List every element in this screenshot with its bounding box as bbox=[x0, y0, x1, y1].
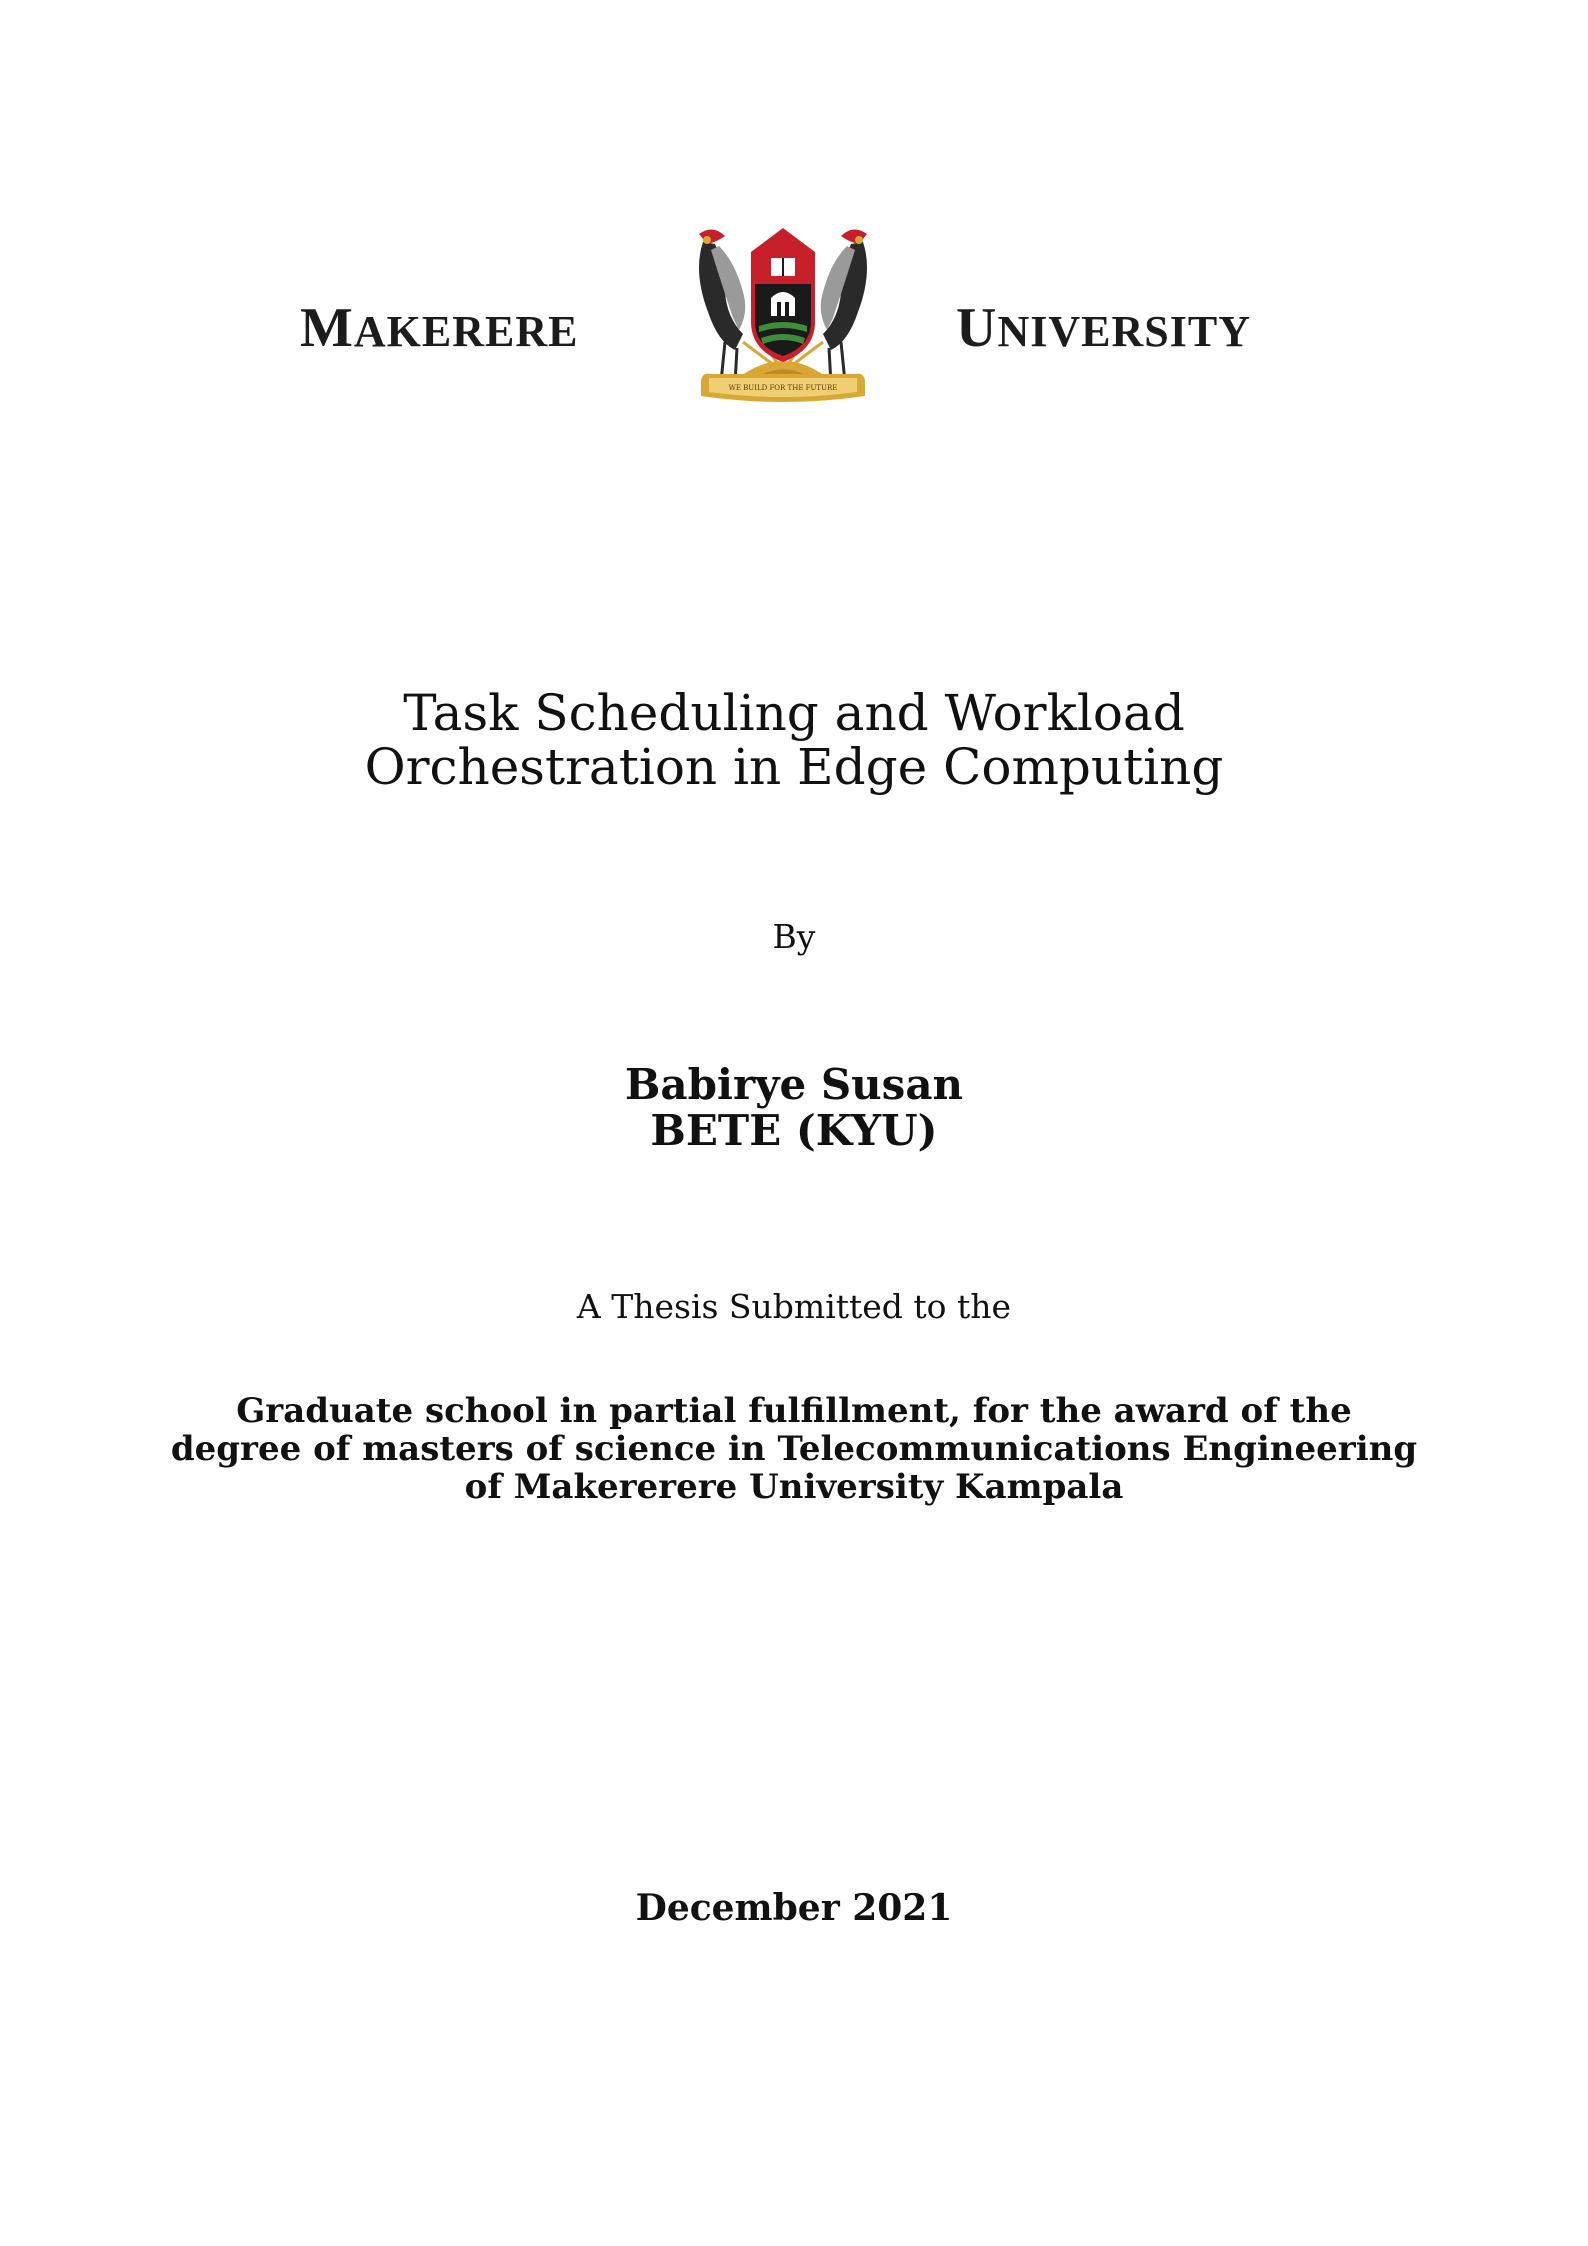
author-degree: BETE (KYU) bbox=[650, 1106, 938, 1155]
submitted-label: A Thesis Submitted to the bbox=[576, 1287, 1012, 1326]
crest-motto-text: WE BUILD FOR THE FUTURE bbox=[728, 384, 838, 392]
by-label: By bbox=[772, 917, 816, 956]
award-statement: Graduate school in partial fulfillment, for the award of the degree of masters of science in Telecommunications Engineering of Makererere University Kampala bbox=[170, 1391, 1418, 1507]
makerere-coat-of-arms-icon bbox=[663, 222, 903, 412]
wordmark-makerere: MAKERERE bbox=[300, 297, 579, 359]
thesis-title: Task Scheduling and Workload Orchestration in Edge Computing bbox=[364, 684, 1224, 796]
wordmark-university: UNIVERSITY bbox=[956, 297, 1251, 359]
submission-date: December 2021 bbox=[635, 1887, 953, 1929]
university-header bbox=[0, 222, 1588, 412]
author-block bbox=[0, 1062, 1588, 1154]
author-name: Babirye Susan bbox=[624, 1060, 964, 1109]
